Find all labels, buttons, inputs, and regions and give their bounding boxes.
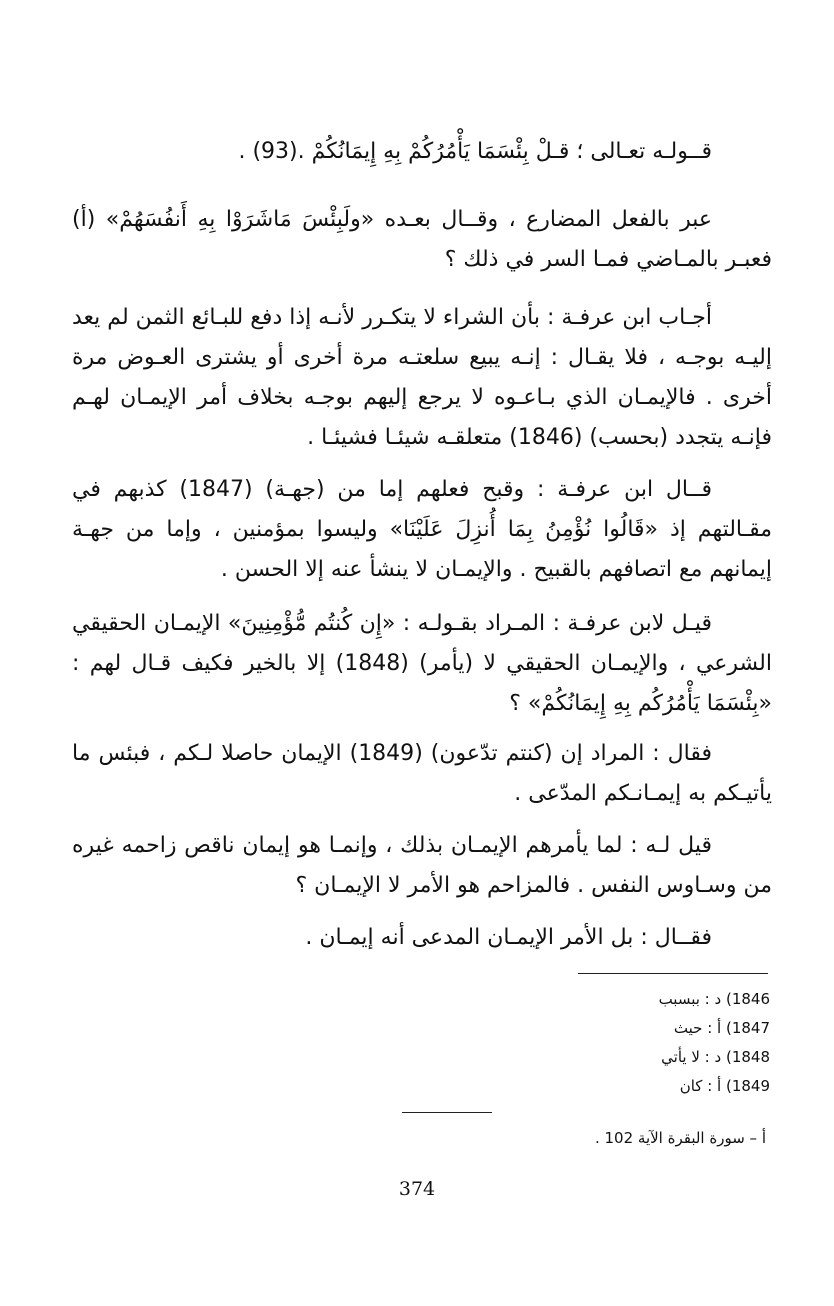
footnote-1848: 1848) د : لا يأتي (661, 1048, 770, 1066)
footnote-1847: 1847) أ : حيث (673, 1019, 770, 1037)
paragraph-question-faith (72, 604, 772, 724)
footnotes-list (470, 985, 770, 1101)
paragraph-claimed-faith (72, 734, 772, 814)
paragraph-text: قيـل لابن عرفـة : المـراد بقـولـه : «إِن كُنتُم مُّؤْمِنِينَ» الإيمـان الحقيقي الشرعي ، والإيمـان الحقيقي لا (يأمر) (1848) إلا بالخير فكيف قـال لهم : «بِئْسَمَا يَأْمُرُكُم بِهِ إِيمَانُكُمْ» ؟ (72, 611, 772, 716)
paragraph-text: قــال ابن عرفـة : وقبح فعلهم إما من (جهـة) (1847) كذبهم في مقـالتهم إذ «قَالُوا نُؤْمِنُ بِمَا أُنزِلَ عَلَيْنَا» وليسوا بمؤمنين ، وإما من جهـة إيمانهم مع اتصافهم بالقبيح . والإيمـان لا ينشأ عنه إلا الحسن . (72, 477, 772, 582)
paragraph-text: فقال : المراد إن (كنتم تدّعون) (1849) الإيمان حاصلا لـكم ، فبئس ما يأتيـكم به إيمـانـكم المدّعى . (72, 741, 772, 806)
source-note: أ – سورة البقرة الآية 102 . (594, 1129, 766, 1147)
paragraph-ibn-arafa-ugliness (72, 470, 772, 590)
paragraph-ibn-arafa-answer (72, 298, 772, 458)
paragraph-text: قــولـه تعـالى ؛ قـلْ بِئْسَمَا يَأْمُرُكُمْ بِهِ إِيمَانُكُمْ .(93) . (238, 139, 712, 164)
paragraph-final-answer (72, 918, 772, 958)
paragraph-text: عبر بالفعل المضارع ، وقــال بعـده «ولَبِئْسَ مَاشَرَوْا بِهِ أَنفُسَهُمْ» (أ) فعبـر بالمـاضي فمـا السر في ذلك ؟ (72, 207, 772, 272)
paragraph-text: قيل لـه : لما يأمرهم الإيمـان بذلك ، وإنمـا هو إيمان ناقص زاحمه غيره من وسـاوس النفس . فالمزاحم هو الأمر لا الإيمـان ؟ (72, 833, 772, 898)
source-divider (402, 1112, 492, 1113)
footnote-divider (578, 973, 768, 974)
paragraph-deficient-faith (72, 826, 772, 906)
footnote-1849: 1849) أ : كان (679, 1077, 770, 1095)
paragraph-question-tense (72, 200, 772, 280)
page-number: 374 (398, 1178, 436, 1200)
paragraph-verse-93 (72, 132, 772, 172)
paragraph-text: أجـاب ابن عرفـة : بأن الشراء لا يتكـرر لأنـه إذا دفع للبـائع الثمن لم يعد إليـه بوجـه ، فلا يقـال : إنـه يبيع سلعتـه مرة أخرى أو يشترى العـوض مرة أخرى . فالإيمـان الذي بـاعـوه لا يرجع إليهم بوجـه بخلاف أمر الإيمـان لهـم فإنـه يتجدد (بحسب) (1846) متعلقـه شيئـا فشيئـا . (72, 305, 772, 450)
paragraph-text: فقــال : بل الأمر الإيمـان المدعى أنه إيمـان . (305, 925, 712, 950)
footnote-1846: 1846) د : ببسبب (658, 990, 770, 1008)
